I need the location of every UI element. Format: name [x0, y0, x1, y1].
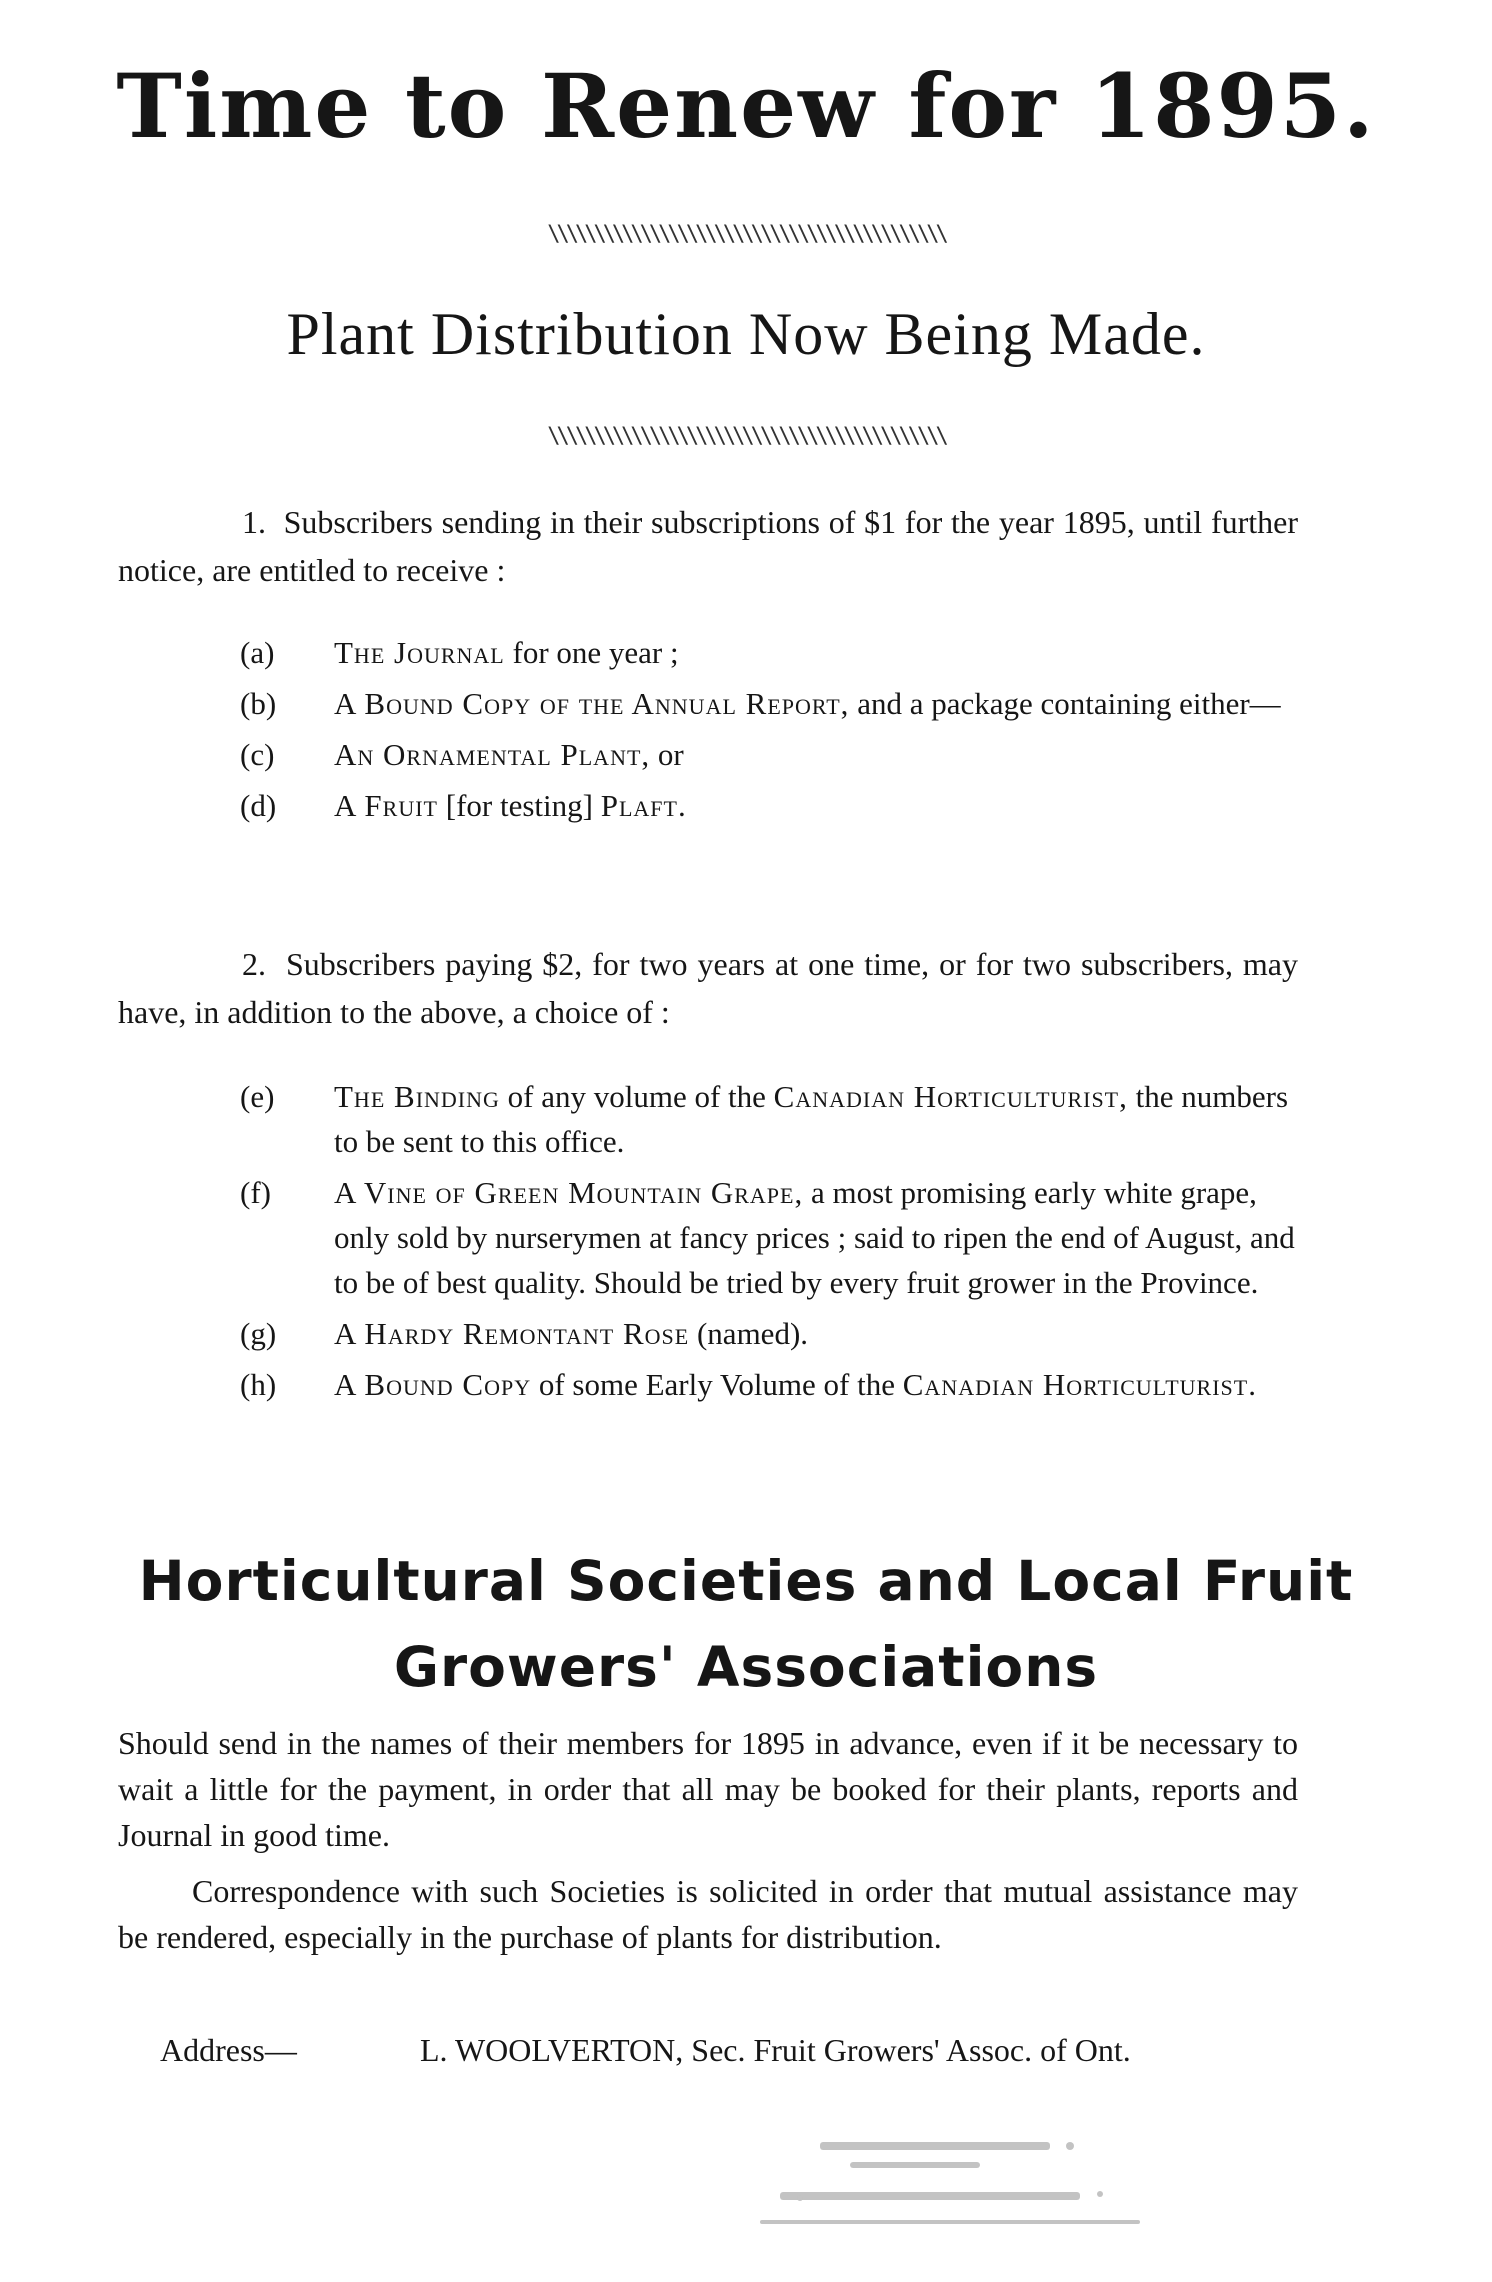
list-item-text: of some Early Volume of the [531, 1367, 903, 1402]
list-item-text: for one year ; [504, 635, 679, 670]
list-item-text: a most promising early white grape, only sold by nurserymen at fancy prices ; said to ripen the end of August, and to be of best quality. Should be tried by every fruit grower in the Province. [334, 1175, 1295, 1300]
address-label: Address— [160, 2032, 297, 2068]
list-item-title: A Bound Copy [334, 1367, 532, 1402]
list-item-f [240, 1170, 1300, 1305]
list-item-text-2: the numbers to be sent to this office. [334, 1079, 1289, 1159]
benefits-list-1 [240, 630, 1300, 834]
paragraph-2-number: 2. [242, 946, 266, 982]
paragraph-1-number: 1. [242, 504, 266, 540]
ornamental-rule-bottom: \\\\\\\\\\\\\\\\\\\\\\\\\\\\\\\\\\\\\\\\\\\ [547, 424, 945, 449]
list-item-g [240, 1311, 1300, 1356]
list-item-title-2: Canadian Horticulturist, [773, 1079, 1128, 1114]
section-heading [80, 1538, 1412, 1710]
list-item-a [240, 630, 1300, 675]
paragraph-1-text: Subscribers sending in their subscriptions of $1 for the year 1895, until further notice, are entitled to receive : [118, 504, 1299, 588]
list-item-b [240, 681, 1300, 726]
list-item-title-2: Canadian Horticulturist. [902, 1367, 1257, 1402]
benefits-list-2 [240, 1074, 1300, 1413]
list-item-title: A Vine of Green Mountain Grape, [334, 1175, 804, 1210]
list-marker: (a) [240, 635, 275, 670]
list-item-text: (named). [689, 1316, 809, 1351]
page-title: Time to Renew for 1895. [116, 54, 1376, 158]
list-marker: (b) [240, 686, 277, 721]
paragraph-2-text: Subscribers paying $2, for two years at one time, or for two subscribers, may have, in addition to the above, a choice of : [118, 946, 1299, 1030]
list-item-title: An Ornamental Plant, [334, 737, 651, 772]
section-heading-line-1: Horticultural Societies and Local Fruit [138, 1549, 1354, 1613]
list-item-h [240, 1362, 1300, 1407]
list-item-c [240, 732, 1300, 777]
faded-library-stamp [740, 2128, 1180, 2248]
section-heading-line-2: Growers' Associations [393, 1635, 1099, 1699]
list-marker: (e) [240, 1079, 275, 1114]
list-item-title: A Bound Copy of the Annual Report, [334, 686, 850, 721]
address-name: L. WOOLVERTON, Sec. Fruit Growers' Assoc. of Ont. [420, 2032, 1131, 2068]
paragraph-1 [118, 498, 1298, 594]
list-marker: (g) [240, 1316, 277, 1351]
list-item-d [240, 783, 1300, 828]
list-item-title-2: Plaft. [600, 788, 687, 823]
body-paragraph-2: Correspondence with such Societies is solicited in order that mutual assistance may be rendered, especially in the purchase of plants for distribution. [118, 1873, 1298, 1955]
list-item-text: [for testing] [438, 788, 601, 823]
list-marker: (f) [240, 1175, 271, 1210]
ornamental-rule-top: \\\\\\\\\\\\\\\\\\\\\\\\\\\\\\\\\\\\\\\\\\\ [547, 222, 945, 247]
list-marker: (h) [240, 1367, 277, 1402]
list-marker: (c) [240, 737, 275, 772]
list-item-text: of any volume of the [499, 1079, 774, 1114]
list-item-title: A Fruit [334, 788, 438, 823]
list-item-title: The Journal [334, 635, 505, 670]
page-subtitle: Plant Distribution Now Being Made. [286, 301, 1206, 367]
body-paragraph-1: Should send in the names of their members for 1895 in advance, even if it be necessary to wait a little for the payment, in order that all may be booked for their plants, reports and Journal in good time. [118, 1725, 1298, 1853]
list-marker: (d) [240, 788, 277, 823]
list-item-text: and a package containing either— [849, 686, 1281, 721]
list-item-title: The Binding [334, 1079, 500, 1114]
list-item-text: or [650, 737, 684, 772]
paragraph-2 [118, 940, 1298, 1036]
list-item-e [240, 1074, 1300, 1164]
list-item-title: A Hardy Remontant Rose [334, 1316, 690, 1351]
